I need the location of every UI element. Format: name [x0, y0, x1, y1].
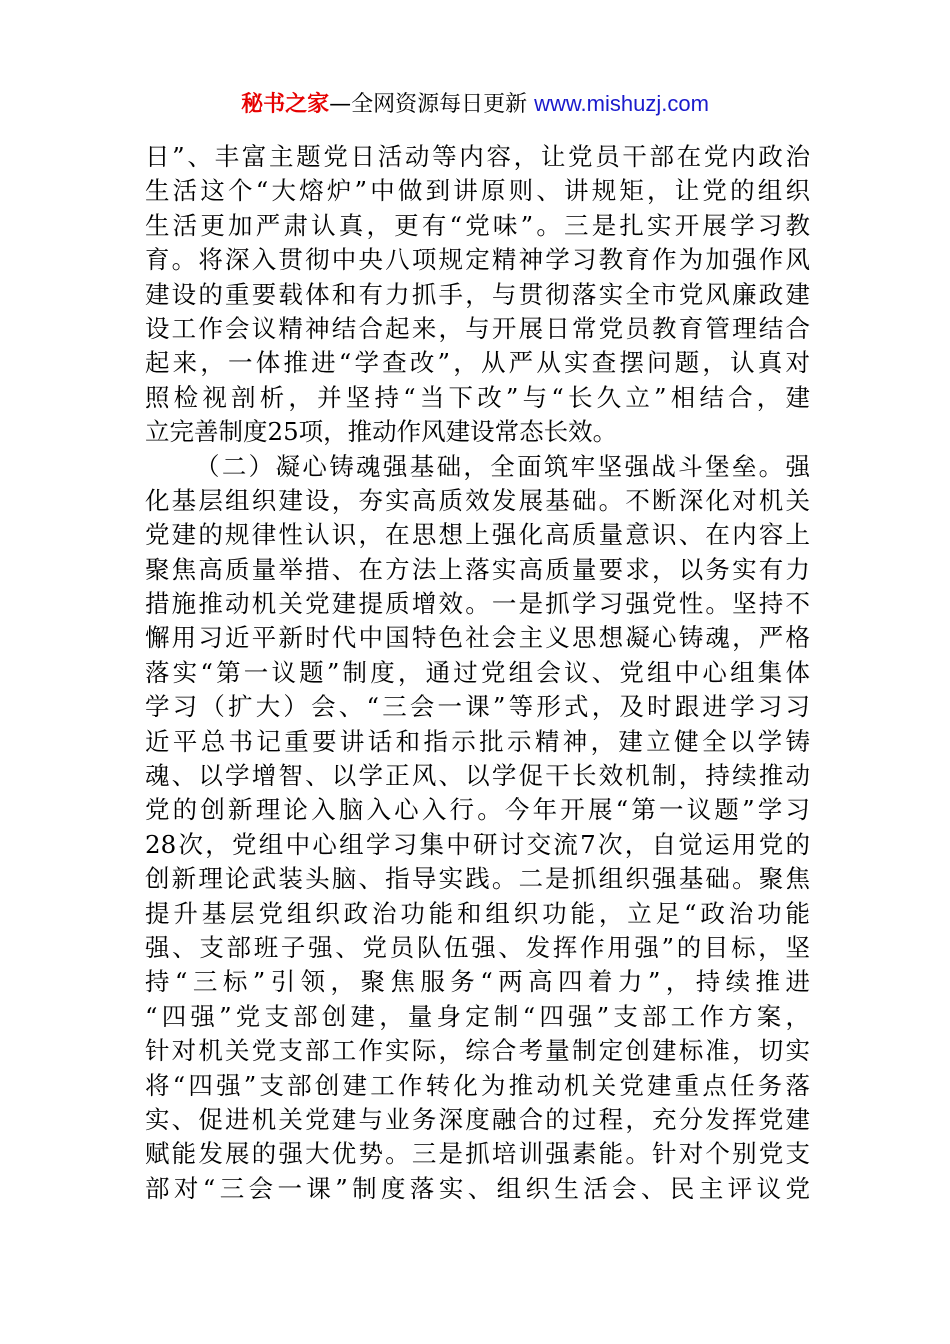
- text-line: 提升基层党组织政治功能和组织功能，立足“政治功能: [145, 898, 810, 928]
- text-line: 强、支部班子强、党员队伍强、发挥作用强”的目标，坚: [145, 932, 810, 962]
- text-line: 魂、以学增智、以学正风、以学促干长效机制，持续推动: [145, 761, 810, 791]
- text-line: 生活这个“大熔炉”中做到讲原则、讲规矩，让党的组织: [145, 176, 810, 206]
- document-body: [145, 140, 810, 1206]
- brand-name: 秘书之家: [241, 92, 330, 117]
- text-line: 部对“三会一课”制度落实、组织生活会、民主评议党: [145, 1173, 810, 1203]
- text-line: 起来，一体推进“学查改”，从严从实查摆问题，认真对: [145, 348, 810, 378]
- text-line: 日”、丰富主题党日活动等内容，让党员干部在党内政治: [145, 142, 810, 171]
- text-line: 懈用习近平新时代中国特色社会主义思想凝心铸魂，严格: [145, 623, 810, 653]
- text-line: 党的创新理论入脑入心入行。今年开展“第一议题”学习: [145, 795, 810, 825]
- section-heading-line: （二）凝心铸魂强基础，全面筑牢坚强战斗堡垒。强: [195, 451, 810, 481]
- page-header: [0, 88, 950, 121]
- text-line: 针对机关党支部工作实际，综合考量制定创建标准，切实: [145, 1036, 810, 1066]
- text-line: 聚焦高质量举措、在方法上落实高质量要求，以务实有力: [145, 554, 810, 584]
- text-line: 设工作会议精神结合起来，与开展日常党员教育管理结合: [145, 313, 810, 343]
- text-line: 实、促进机关党建与业务深度融合的过程，充分发挥党建: [145, 1104, 810, 1134]
- text-line: 赋能发展的强大优势。三是抓培训强素能。针对个别党支: [145, 1139, 810, 1169]
- text-line: 化基层组织建设，夯实高质效发展基础。不断深化对机关: [145, 485, 810, 515]
- text-line: “四强”党支部创建，量身定制“四强”支部工作方案，: [145, 1001, 810, 1031]
- text-line: 学习（扩大）会、“三会一课”等形式，及时跟进学习习: [145, 692, 810, 722]
- text-line: 落实“第一议题”制度，通过党组会议、党组中心组集体: [145, 657, 810, 687]
- text-line: 党建的规律性认识，在思想上强化高质量意识、在内容上: [145, 520, 810, 550]
- website-link[interactable]: www.mishuzj.com: [534, 91, 709, 116]
- text-line: 创新理论武装头脑、指导实践。二是抓组织强基础。聚焦: [145, 864, 810, 894]
- header-tagline: —全网资源每日更新: [329, 92, 535, 117]
- text-line: 近平总书记重要讲话和指示批示精神，建立健全以学铸: [145, 726, 810, 756]
- text-line: 28次，党组中心组学习集中研讨交流7次，自觉运用党的: [145, 829, 810, 859]
- text-line: 生活更加严肃认真，更有“党味”。三是扎实开展学习教: [145, 210, 810, 240]
- text-line: 照检视剖析，并坚持“当下改”与“长久立”相结合，建: [145, 382, 810, 412]
- text-line: 立完善制度25项，推动作风建设常态长效。: [145, 417, 618, 447]
- text-line: 育。将深入贯彻中央八项规定精神学习教育作为加强作风: [145, 245, 810, 275]
- text-line: 措施推动机关党建提质增效。一是抓学习强党性。坚持不: [145, 589, 810, 619]
- text-line: 建设的重要载体和有力抓手，与贯彻落实全市党风廉政建: [145, 279, 810, 309]
- text-line: 将“四强”支部创建工作转化为推动机关党建重点任务落: [145, 1070, 810, 1100]
- text-line: 持“三标”引领，聚焦服务“两高四着力”，持续推进: [145, 967, 810, 997]
